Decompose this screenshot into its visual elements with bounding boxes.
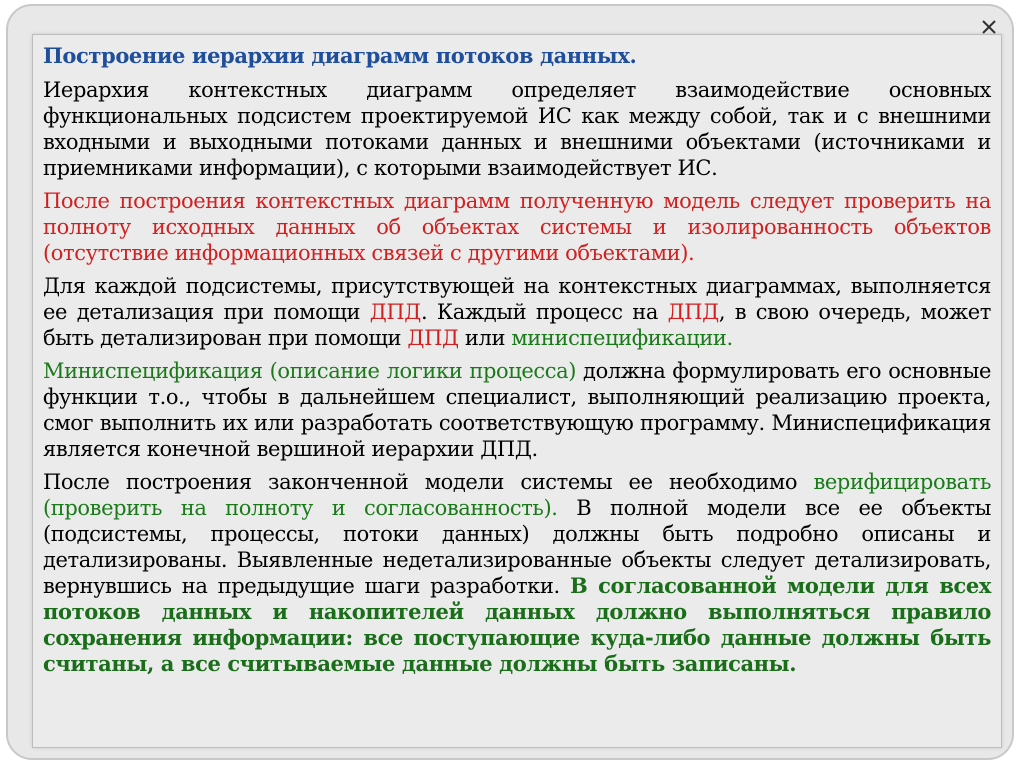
- p4-green: Миниспецификация (описание логики процесса): [43, 359, 576, 383]
- p3-text-b: . Каждый процесс на: [420, 300, 668, 324]
- slide-frame: [6, 4, 1014, 760]
- slide-body: [32, 34, 1002, 748]
- p5-verify: верифицировать (проверить на полноту и согласованность).: [43, 470, 991, 520]
- slide-title: Построение иерархии диаграмм потоков данных.: [43, 43, 637, 68]
- dpd-term-2: ДПД: [667, 300, 719, 324]
- paragraph-2: После построения контекстных диаграмм полученную модель следует проверить на полноту исходных данных об объектах системы и изолированность объектов (отсутствие информационных связей с другими объектами).: [43, 189, 991, 265]
- p5-text-a: После построения законченной модели системы ее необходимо: [43, 470, 814, 494]
- p3-text-c: , в свою очередь, может быть детализирован при помощи: [43, 300, 991, 350]
- paragraph-5: [43, 469, 991, 677]
- p3-text-a: Для каждой подсистемы, присутствующей на контекстных диаграммах, выполняется ее детализация при помощи: [43, 274, 991, 324]
- dpd-term-3: ДПД: [407, 326, 459, 350]
- dpd-term-1: ДПД: [369, 300, 421, 324]
- paragraph-1: Иерархия контекстных диаграмм определяет взаимодействие основных функциональных подсистем проектируемой ИС как между собой, так и с внешними входными и выходными потоками данных и внешними объектами (источниками и приемниками информации), с которыми взаимодействует ИС.: [43, 78, 991, 180]
- minispec-term: миниспецификации.: [511, 326, 733, 350]
- paragraph-4: [43, 358, 991, 462]
- paragraph-3: [43, 273, 991, 351]
- p4-text: должна формулировать его основные функции т.о., чтобы в дальнейшем специалист, выполняющий реализацию проекта, смог выполнить их или разработать соответствующую программу. Миниспецификация является конечной вершиной иерархии ДПД.: [43, 359, 991, 461]
- p5-text-c: В полной модели все ее объекты (подсистемы, процессы, потоки данных) должны быть подробно описаны и детализированы. Выявленные недетализированные объекты следует детализировать, вернувшись на предыдущие шаги разработки.: [43, 496, 991, 598]
- p5-rule: В согласованной модели для всех потоков данных и накопителей данных должно выполняться правило сохранения информации: все поступающие куда-либо данные должны быть считаны, а все считываемые данные должны быть записаны.: [43, 573, 991, 676]
- p3-text-d: или: [458, 326, 512, 350]
- slide-content: [43, 43, 991, 684]
